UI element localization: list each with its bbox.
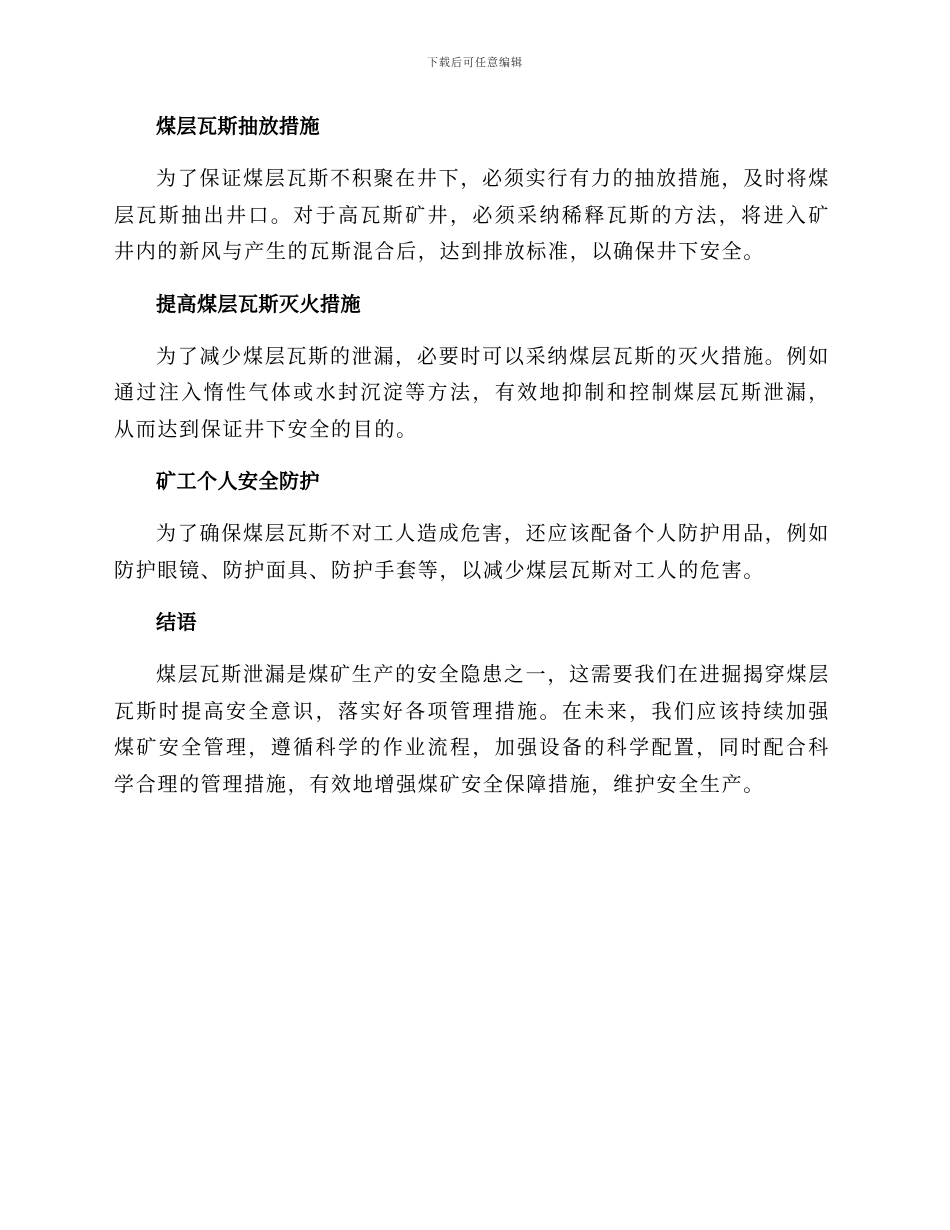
section-gas-drainage <box>114 108 830 270</box>
section-heading: 提高煤层瓦斯灭火措施 <box>156 291 361 316</box>
section-personal-protection <box>114 463 830 588</box>
section-paragraph: 为了确保煤层瓦斯不对工人造成危害，还应该配备个人防护用品，例如防护眼镜、防护面具、防护手套等，以减少煤层瓦斯对工人的危害。 <box>114 521 830 582</box>
section-fire-suppression <box>114 286 830 448</box>
section-paragraph: 为了保证煤层瓦斯不积聚在井下，必须实行有力的抽放措施，及时将煤层瓦斯抽出井口。对于高瓦斯矿井，必须采纳稀释瓦斯的方法，将进入矿井内的新风与产生的瓦斯混合后，达到排放标准，以确保井下安全。 <box>114 166 830 263</box>
section-paragraph: 为了减少煤层瓦斯的泄漏，必要时可以采纳煤层瓦斯的灭火措施。例如通过注入惰性气体或水封沉淀等方法，有效地抑制和控制煤层瓦斯泄漏，从而达到保证井下安全的目的。 <box>114 343 830 441</box>
document-body <box>114 108 830 802</box>
section-heading: 矿工个人安全防护 <box>156 469 320 493</box>
section-conclusion <box>114 604 830 802</box>
header-note: 下载后可任意编辑 <box>427 56 523 69</box>
section-heading: 结语 <box>156 610 197 634</box>
section-paragraph: 煤层瓦斯泄漏是煤矿生产的安全隐患之一，这需要我们在进掘揭穿煤层瓦斯时提高安全意识，落实好各项管理措施。在未来，我们应该持续加强煤矿安全管理，遵循科学的作业流程，加强设备的科学配置，同时配合科学合理的管理措施，有效地增强煤矿安全保障措施，维护安全生产。 <box>114 662 830 796</box>
section-heading: 煤层瓦斯抽放措施 <box>156 114 320 138</box>
